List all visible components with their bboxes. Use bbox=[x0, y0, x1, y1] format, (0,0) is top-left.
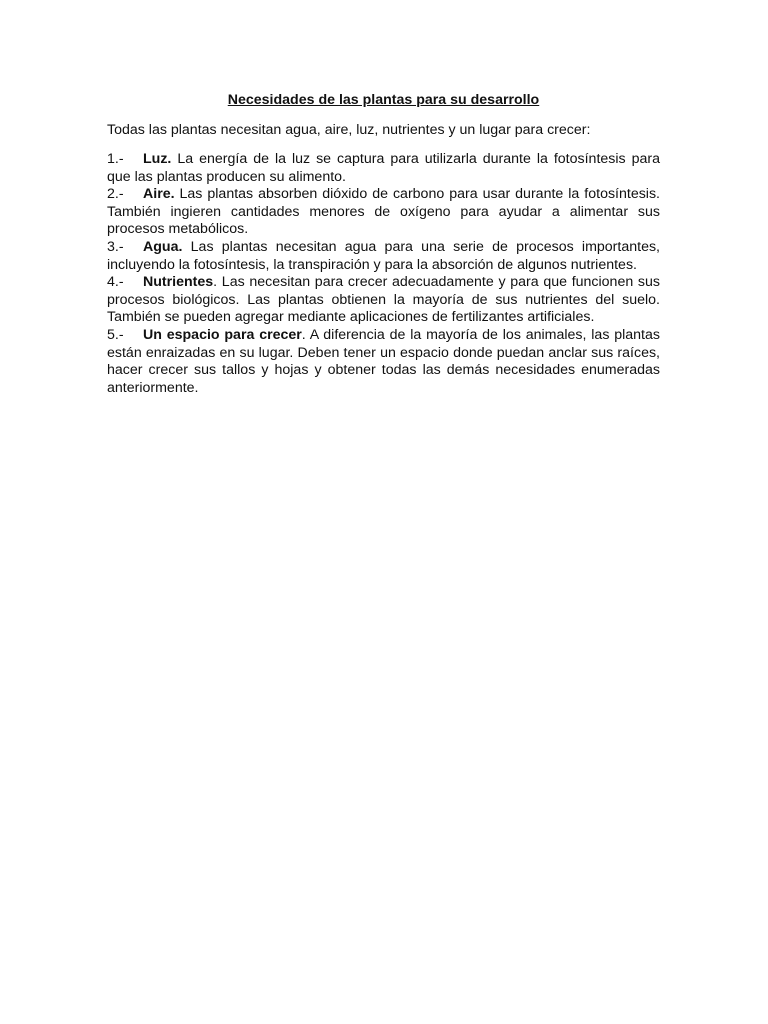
list-item bbox=[107, 274, 660, 327]
document-page bbox=[107, 91, 660, 397]
list-item bbox=[107, 186, 660, 239]
item-number: 4.- bbox=[107, 274, 124, 291]
item-text: La energía de la luz se captura para utilizarla durante la fotosíntesis para que las plantas producen su alimento. bbox=[107, 151, 660, 185]
item-number: 2.- bbox=[107, 186, 124, 203]
item-term: Luz. bbox=[143, 151, 172, 167]
item-text: . A diferencia de la mayoría de los animales, las plantas están enraizadas en su lugar. Deben tener un espacio donde puedan anclar sus raíces, hacer crecer sus tallos y hojas y obtener todas las demás necesidades enumeradas anteriormente. bbox=[107, 326, 660, 396]
item-term: Un espacio para crecer bbox=[143, 326, 302, 343]
document-intro: Todas las plantas necesitan agua, aire, luz, nutrientes y un lugar para crecer: bbox=[107, 122, 591, 138]
document-title: Necesidades de las plantas para su desarrollo bbox=[227, 92, 540, 108]
item-text: Las plantas necesitan agua para una serie de procesos importantes, incluyendo la fotosíntesis, la transpiración y para la absorción de algunos nutrientes. bbox=[107, 238, 660, 273]
item-term: Aire. bbox=[143, 186, 175, 203]
item-number: 5.- bbox=[107, 326, 124, 343]
list-item bbox=[107, 327, 660, 397]
item-term: Nutrientes bbox=[143, 274, 214, 291]
item-number: 3.- bbox=[107, 238, 124, 255]
item-number: 1.- bbox=[107, 151, 124, 167]
list-item bbox=[107, 151, 660, 186]
item-term: Agua. bbox=[143, 238, 183, 255]
item-text: Las plantas absorben dióxido de carbono para usar durante la fotosíntesis. También ingieren cantidades menores de oxígeno para ayudar a alimentar sus procesos metabólicos. bbox=[107, 186, 660, 238]
item-text: . Las necesitan para crecer adecuadamente y para que funcionen sus procesos biológicos. Las plantas obtienen la mayoría de sus nutrientes del suelo. También se pueden agregar mediante aplicaciones de fertilizantes artificiales. bbox=[107, 274, 660, 326]
list-item bbox=[107, 239, 660, 274]
